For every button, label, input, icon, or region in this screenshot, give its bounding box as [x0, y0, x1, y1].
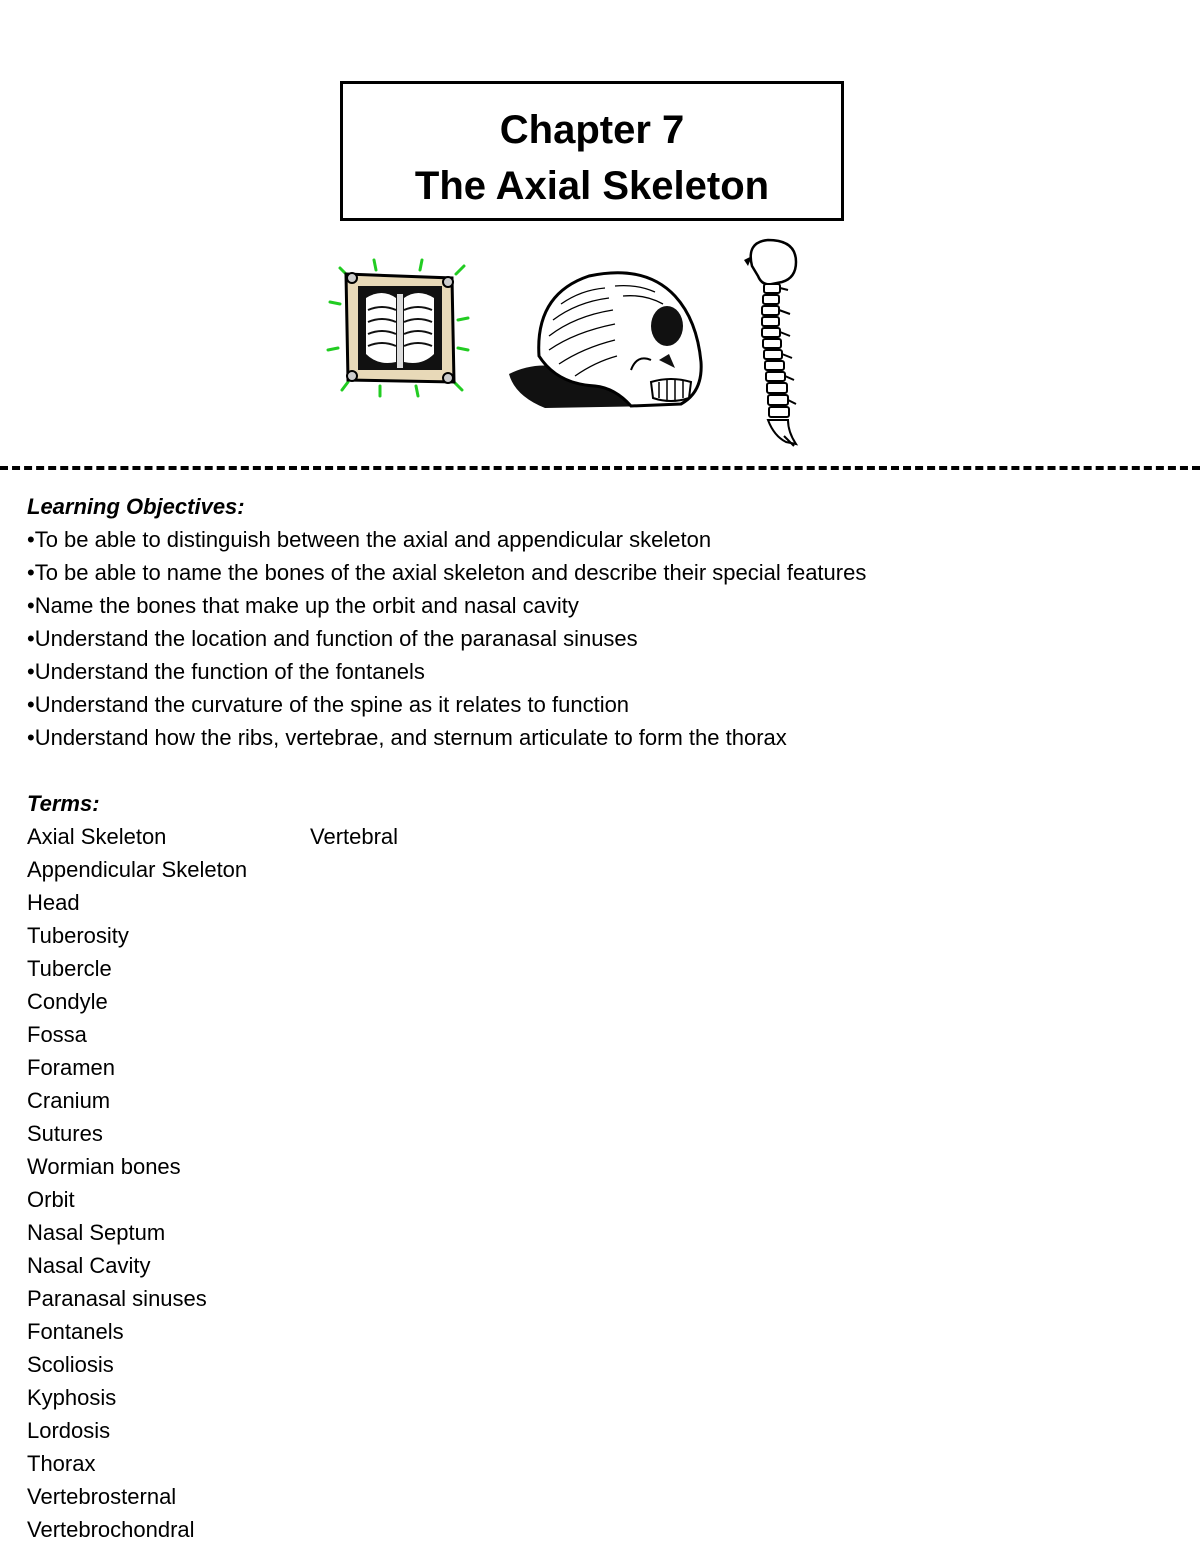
chapter-title-box: [340, 81, 844, 221]
term-item: Appendicular Skeleton: [27, 857, 248, 882]
skull-icon: [505, 264, 709, 412]
objective-item: •To be able to distinguish between the axial and appendicular skeleton: [27, 527, 712, 552]
objective-item: •Understand the location and function of the paranasal sinuses: [27, 626, 638, 651]
terms-list: [27, 820, 1187, 1546]
objective-item: •Name the bones that make up the orbit and nasal cavity: [27, 593, 579, 618]
term-item: Wormian bones: [27, 1154, 181, 1179]
term-item: Nasal Cavity: [27, 1253, 151, 1278]
objective-item: •Understand the function of the fontanels: [27, 659, 425, 684]
term-item: Kyphosis: [27, 1385, 117, 1410]
term-item: Nasal Septum: [27, 1220, 166, 1245]
term-item: Paranasal sinuses: [27, 1286, 207, 1311]
term-item: Vertebrosternal: [27, 1484, 177, 1509]
term-item: Condyle: [27, 989, 108, 1014]
term-item: Sutures: [27, 1121, 103, 1146]
chapter-number: Chapter 7: [499, 108, 685, 152]
term-item: Cranium: [27, 1088, 111, 1113]
objective-item: •To be able to name the bones of the axial skeleton and describe their special features: [27, 560, 867, 585]
section-divider: [0, 466, 1200, 470]
chest-xray-icon: [326, 258, 472, 400]
term-item: Fossa: [27, 1022, 87, 1047]
objective-item: •Understand the curvature of the spine as it relates to function: [27, 692, 630, 717]
chapter-title: The Axial Skeleton: [414, 164, 770, 208]
term-item: Vertebrochondral: [27, 1517, 195, 1542]
learning-objectives-heading: Learning Objectives:: [27, 494, 245, 519]
term-item-column2: Vertebral: [310, 824, 399, 849]
term-item: Tubercle: [27, 956, 112, 981]
term-item: Axial Skeleton: [27, 824, 167, 849]
spine-icon: [738, 236, 804, 448]
term-item: Lordosis: [27, 1418, 111, 1443]
spacer: [27, 754, 1187, 787]
objective-item: •Understand how the ribs, vertebrae, and sternum articulate to form the thorax: [27, 725, 787, 750]
term-item: Orbit: [27, 1187, 75, 1212]
term-item: Head: [27, 890, 80, 915]
term-item: Thorax: [27, 1451, 96, 1476]
term-item: Fontanels: [27, 1319, 124, 1344]
term-item: Foramen: [27, 1055, 116, 1080]
term-item: Scoliosis: [27, 1352, 114, 1377]
content-area: [27, 490, 1187, 1546]
terms-heading: Terms:: [27, 791, 100, 816]
term-item: Tuberosity: [27, 923, 129, 948]
